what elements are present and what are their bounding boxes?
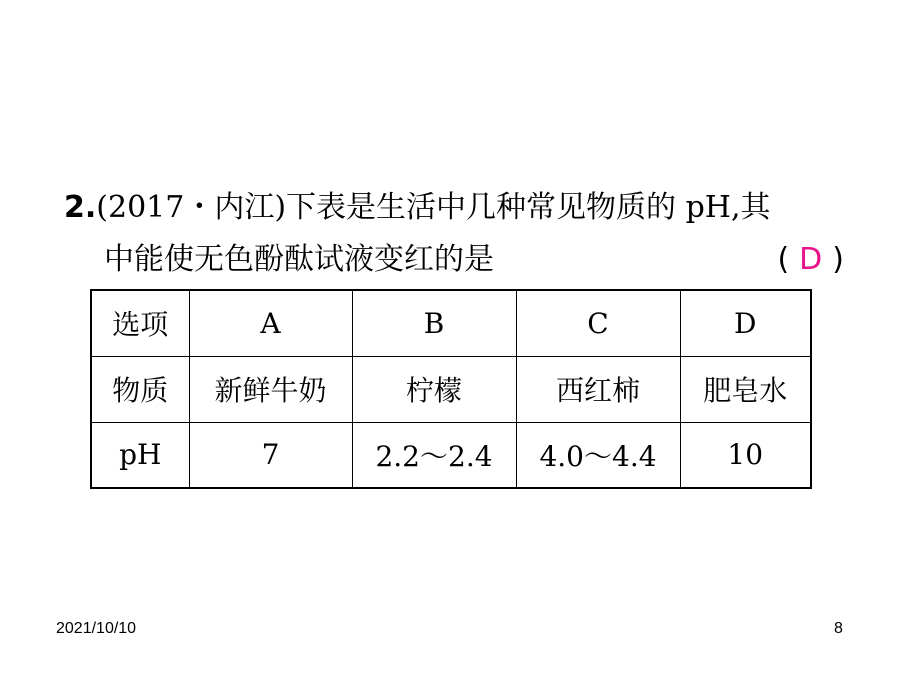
table-cell: 2.2～2.4 — [352, 422, 516, 488]
table-cell: 选项 — [91, 290, 189, 356]
page-number: 8 — [834, 620, 843, 637]
table-cell: B — [352, 290, 516, 356]
table-cell: 7 — [189, 422, 352, 488]
table-cell: 西红柿 — [516, 356, 680, 422]
question-number: 2. — [64, 190, 97, 225]
answer-letter: D — [799, 242, 823, 277]
answer-close-paren: ) — [832, 242, 844, 277]
table-row-substance — [91, 356, 811, 422]
answer-box — [777, 234, 844, 286]
table-cell: 新鲜牛奶 — [189, 356, 352, 422]
table-row-ph — [91, 422, 811, 488]
question-line-1 — [64, 182, 844, 234]
table-cell: 4.0～4.4 — [516, 422, 680, 488]
table-cell: pH — [91, 422, 189, 488]
question-text-line-1: 下表是生活中几种常见物质的 pH,其 — [286, 190, 771, 225]
table-cell: C — [516, 290, 680, 356]
question-text-line-2: 中能使无色酚酞试液变红的是 — [104, 242, 494, 277]
table-cell: D — [680, 290, 811, 356]
table-cell: 肥皂水 — [680, 356, 811, 422]
table-cell: 物质 — [91, 356, 189, 422]
table-cell: A — [189, 290, 352, 356]
table-cell: 10 — [680, 422, 811, 488]
question-block — [64, 182, 844, 286]
table-cell: 柠檬 — [352, 356, 516, 422]
answer-open-paren: ( — [777, 242, 790, 277]
question-source: (2017・内江) — [96, 190, 287, 225]
question-line-2 — [64, 234, 844, 286]
footer-date: 2021/10/10 — [56, 620, 137, 637]
table-row-options — [91, 290, 811, 356]
ph-table — [90, 289, 812, 489]
